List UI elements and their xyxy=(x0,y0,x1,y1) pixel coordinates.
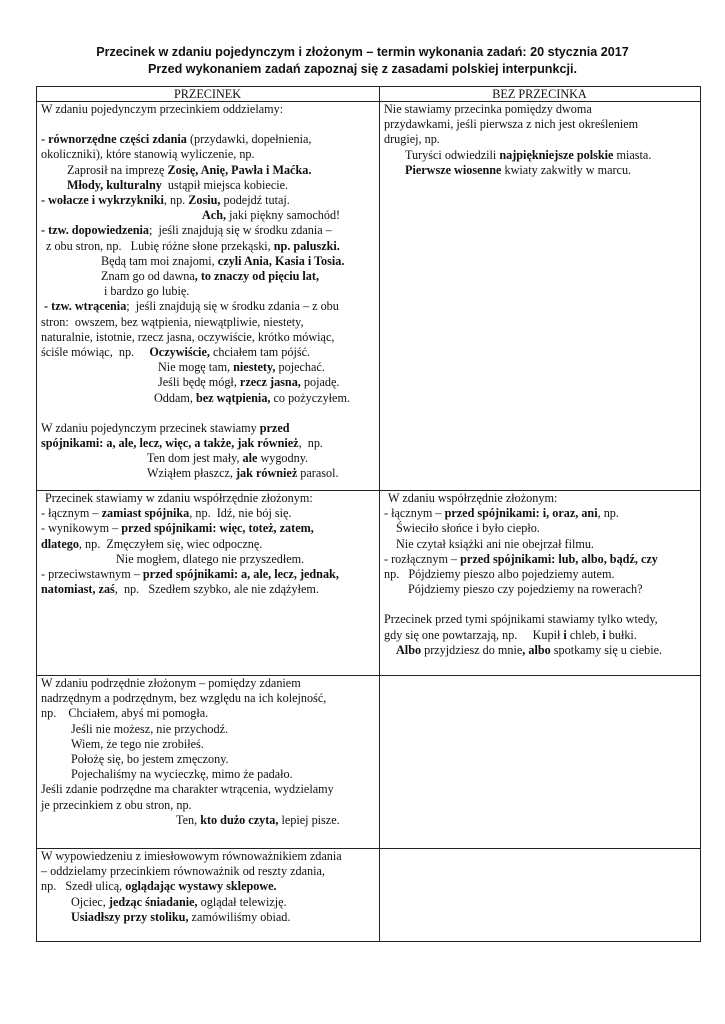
text-line xyxy=(384,132,695,147)
text-line xyxy=(41,360,374,375)
text-run: Zaprosił na imprezę xyxy=(67,162,168,177)
text-run: Oddam, xyxy=(154,390,196,405)
text-run: ustąpił miejsca kobiecie. xyxy=(161,177,289,192)
text-line xyxy=(41,391,374,406)
text-line xyxy=(41,752,374,767)
text-run: Jeśli zdanie podrzędne ma charakter wtrącenia, wydzielamy xyxy=(41,782,334,797)
text-run: np. Szedł ulicą, xyxy=(41,879,126,894)
text-line xyxy=(41,466,374,481)
text-run: wygodny. xyxy=(257,451,309,466)
text-run: pojadę. xyxy=(300,375,340,390)
cell-empty xyxy=(380,849,701,942)
text-line xyxy=(41,436,374,451)
text-line xyxy=(41,782,374,797)
bold-text: przed spójnikami: lub, albo, bądź, czy xyxy=(460,551,658,566)
text-run: Położę się, bo jestem zmęczony. xyxy=(71,752,229,767)
text-line xyxy=(384,148,695,163)
text-run: naturalnie, istotnie, rzecz jasna, oczywiście, krótko mówiąc, xyxy=(41,329,335,344)
text-line xyxy=(41,676,374,691)
text-line xyxy=(384,628,695,643)
text-run: – oddzielamy przecinkiem równoważnik od reszty zdania, xyxy=(41,864,325,879)
text-run: ściśle mówiąc, np. xyxy=(41,345,150,360)
text-run: i bardzo go lubię. xyxy=(104,284,190,299)
bold-text: spójnikami: a, ale, lecz, więc, a także, jak również xyxy=(41,436,299,451)
table-row xyxy=(37,102,701,491)
blank-line xyxy=(41,406,374,421)
text-line xyxy=(41,552,374,567)
bold-text: oglądając wystawy sklepowe. xyxy=(125,879,277,894)
text-run: parasol. xyxy=(297,466,339,481)
text-run: Nie mogę tam, xyxy=(158,360,234,375)
bold-text: , albo xyxy=(522,642,551,657)
bold-text: Zosiu, xyxy=(188,193,221,208)
text-line xyxy=(41,767,374,782)
bold-text: natomiast, zaś xyxy=(41,582,115,597)
text-line xyxy=(41,706,374,721)
column-header-comma: PRZECINEK xyxy=(37,87,380,102)
text-run: Turyści odwiedzili xyxy=(405,147,500,162)
blank-line xyxy=(41,117,374,132)
text-run: chciałem tam pójść. xyxy=(209,345,311,360)
text-run: ; jeśli znajdują się w środku zdania – xyxy=(149,223,332,238)
text-run: Nie stawiamy przecinka pomiędzy dwoma xyxy=(384,102,592,116)
text-run: , np. Szedłem szybko, ale nie zdążyłem. xyxy=(114,582,319,597)
text-run: W wypowiedzeniu z imiesłowowym równoważnikiem zdania xyxy=(41,849,342,863)
text-line xyxy=(41,269,374,284)
text-run: W zdaniu pojedynczym przecinek stawiamy xyxy=(41,420,260,435)
bold-text: Usiadłszy przy stoliku, xyxy=(71,909,189,924)
text-run: je przecinkiem z obu stron, np. xyxy=(41,797,192,812)
bold-text: - tzw. wtrącenia xyxy=(41,299,127,314)
text-run: przydawkami, jeśli pierwsza z nich jest określeniem xyxy=(384,117,639,132)
text-line xyxy=(41,299,374,314)
text-run: Jeśli nie możesz, nie przychodź. xyxy=(71,721,229,736)
bold-text: zamiast spójnika xyxy=(101,506,190,521)
text-run: Przecinek przed tymi spójnikami stawiamy tylko wtedy, xyxy=(384,612,658,627)
text-line xyxy=(384,506,695,521)
text-run: - łącznym – xyxy=(41,506,102,521)
text-line xyxy=(384,612,695,627)
text-run: W zdaniu podrzędnie złożonym – pomiędzy zdaniem xyxy=(41,676,301,690)
cell-empty xyxy=(380,676,701,849)
text-run: podejdź tutaj. xyxy=(220,193,290,208)
table-row xyxy=(37,676,701,849)
title-line-1: Przecinek w zdaniu pojedynczym i złożonym – termin wykonania zadań: 20 stycznia 2017 xyxy=(96,45,629,59)
bold-text: dlatego xyxy=(41,536,79,551)
text-run: Ten dom jest mały, xyxy=(147,451,243,466)
text-run: Nie czytał książki ani nie obejrzał filmu. xyxy=(396,536,594,551)
text-line xyxy=(384,567,695,582)
text-run: - rozłącznym – xyxy=(384,551,461,566)
text-line xyxy=(41,375,374,390)
bold-text: - równorzędne części zdania xyxy=(41,132,187,147)
blank-line xyxy=(384,597,695,612)
text-run: gdy się one powtarzają, np. Kupił xyxy=(384,627,564,642)
text-line xyxy=(41,315,374,330)
text-line xyxy=(41,521,374,536)
text-line xyxy=(41,284,374,299)
text-run: - przeciwstawnym – xyxy=(41,567,143,582)
text-run: zamówiliśmy obiad. xyxy=(188,909,291,924)
title-line-2: Przed wykonaniem zadań zapoznaj się z zasadami polskiej interpunkcji. xyxy=(147,62,578,76)
cell-no-comma-coordinate-sentence xyxy=(380,491,701,676)
bold-text: niestety, xyxy=(233,360,276,375)
text-line xyxy=(41,193,374,208)
text-run: miasta. xyxy=(613,147,652,162)
text-run: Wiem, że tego nie zrobiłeś. xyxy=(71,736,204,751)
text-run: stron: owszem, bez wątpienia, niewątpliwie, niestety, xyxy=(41,314,304,329)
text-line xyxy=(41,163,374,178)
table-row xyxy=(37,491,701,676)
bold-text: ale xyxy=(242,451,258,466)
header-row xyxy=(37,87,701,102)
text-line xyxy=(384,552,695,567)
text-line xyxy=(41,178,374,193)
bold-text: , to znaczy od pięciu lat, xyxy=(194,269,319,284)
bold-text: - tzw. dopowiedzenia xyxy=(41,223,149,238)
text-run: np. Pójdziemy pieszo albo pojedziemy autem. xyxy=(384,567,615,582)
text-run: Świeciło słońce i było ciepło. xyxy=(396,521,540,536)
text-run: spotkamy się u ciebie. xyxy=(550,642,663,657)
text-run: - wynikowym – xyxy=(41,521,122,536)
text-run: Ten, xyxy=(176,812,201,827)
text-run: - łącznym – xyxy=(384,506,445,521)
bold-text: bez wątpienia, xyxy=(195,390,271,405)
text-run: W zdaniu współrzędnie złożonym: xyxy=(388,491,558,505)
text-line xyxy=(384,491,695,506)
bold-text: Młody, kulturalny xyxy=(67,177,162,192)
text-line xyxy=(41,421,374,436)
bold-text: Ach, xyxy=(202,208,227,223)
text-run: np. Chciałem, abyś mi pomogła. xyxy=(41,706,209,721)
text-line xyxy=(41,798,374,813)
text-run: z obu stron, np. Lubię różne słone przekąski, xyxy=(46,238,274,253)
bold-text: Pierwsze wiosenne xyxy=(405,162,502,177)
text-line xyxy=(41,223,374,238)
text-run: Znam go od dawna xyxy=(101,269,195,284)
text-line xyxy=(41,208,374,223)
text-run: Pojechaliśmy na wycieczkę, mimo że padało. xyxy=(71,767,293,782)
text-line xyxy=(41,864,374,879)
text-line xyxy=(384,117,695,132)
text-run: Jeśli będę mógł, xyxy=(158,375,240,390)
punctuation-rules-table xyxy=(36,86,701,942)
bold-text: - wołacze i wykrzykniki xyxy=(41,193,164,208)
bold-text: czyli Ania, Kasia i Tosia. xyxy=(217,253,345,268)
bold-text: jedząc śniadanie, xyxy=(108,894,198,909)
bold-text: Albo xyxy=(396,642,422,657)
bold-text: jak również xyxy=(235,466,298,481)
text-line xyxy=(41,239,374,254)
bold-text: kto dużo czyta, xyxy=(200,812,279,827)
text-line xyxy=(384,537,695,552)
text-line xyxy=(41,330,374,345)
text-run: Ojciec, xyxy=(71,894,109,909)
text-run: drugiej, np. xyxy=(384,132,440,147)
bold-text: najpiękniejsze polskie xyxy=(499,147,614,162)
text-run: chleb, xyxy=(566,627,603,642)
text-line xyxy=(41,254,374,269)
bold-text: np. paluszki. xyxy=(273,238,340,253)
text-run: nadrzędnym a podrzędnym, bez względu na ich kolejność, xyxy=(41,691,327,706)
bold-text: rzecz jasna, xyxy=(239,375,301,390)
bold-text: przed xyxy=(259,420,290,435)
cell-comma-simple-sentence xyxy=(37,102,380,491)
text-line xyxy=(41,345,374,360)
text-line xyxy=(41,147,374,162)
text-run: okoliczniki), które stanowią wyliczenie, np. xyxy=(41,147,255,162)
text-run: oglądał telewizję. xyxy=(197,894,287,909)
text-run: , np. Zmęczyłem się, wiec odpocznę. xyxy=(78,536,263,551)
text-line xyxy=(384,102,695,117)
text-run: (przydawki, dopełnienia, xyxy=(186,132,312,147)
text-run: Wziąłem płaszcz, xyxy=(147,466,236,481)
cell-comma-participle-clause xyxy=(37,849,380,942)
text-run: ; jeśli znajdują się w środku zdania – z obu xyxy=(126,299,339,314)
text-line xyxy=(41,582,374,597)
text-run: co pożyczyłem. xyxy=(270,390,350,405)
cell-comma-subordinate-sentence xyxy=(37,676,380,849)
text-run: Przecinek stawiamy w zdaniu współrzędnie złożonym: xyxy=(45,491,313,505)
text-run: jaki piękny samochód! xyxy=(226,208,341,223)
text-run: przyjdziesz do mnie xyxy=(421,642,523,657)
column-header-no-comma: BEZ PRZECINKA xyxy=(380,87,701,102)
text-line xyxy=(41,813,374,828)
text-line xyxy=(41,102,374,117)
text-line xyxy=(41,737,374,752)
text-line xyxy=(41,537,374,552)
text-line xyxy=(384,643,695,658)
text-line xyxy=(41,691,374,706)
text-line xyxy=(41,132,374,147)
text-line xyxy=(41,910,374,925)
text-run: , np. xyxy=(163,193,189,208)
text-run: , np. xyxy=(298,436,323,451)
text-run: pojechać. xyxy=(275,360,325,375)
text-line xyxy=(41,567,374,582)
text-run: lepiej pisze. xyxy=(278,812,340,827)
text-line xyxy=(41,722,374,737)
text-run: , np. xyxy=(597,506,619,521)
table-row xyxy=(37,849,701,942)
bold-text: przed spójnikami: i, oraz, ani xyxy=(444,506,598,521)
text-run: Będą tam moi znajomi, xyxy=(101,253,218,268)
text-run: , np. Idź, nie bój się. xyxy=(189,506,292,521)
bold-text: i xyxy=(563,627,567,642)
text-line xyxy=(41,849,374,864)
bold-text: Zosię, Anię, Pawła i Maćka. xyxy=(167,162,312,177)
cell-comma-coordinate-sentence xyxy=(37,491,380,676)
text-line xyxy=(384,582,695,597)
text-line xyxy=(384,521,695,536)
text-run: bułki. xyxy=(605,627,637,642)
bold-text: Oczywiście, xyxy=(149,345,210,360)
text-line xyxy=(41,506,374,521)
bold-text: przed spójnikami: więc, toteż, zatem, xyxy=(121,521,314,536)
bold-text: przed spójnikami: a, ale, lecz, jednak, xyxy=(142,567,339,582)
text-line xyxy=(41,451,374,466)
text-run: Pójdziemy pieszo czy pojedziemy na rowerach? xyxy=(408,582,643,597)
document-title xyxy=(20,44,705,78)
text-line xyxy=(41,895,374,910)
text-run: kwiaty zakwitły w marcu. xyxy=(501,162,632,177)
text-run: Nie mogłem, dlatego nie przyszedłem. xyxy=(116,551,305,566)
cell-no-comma-adjectives xyxy=(380,102,701,491)
text-run: W zdaniu pojedynczym przecinkiem oddzielamy: xyxy=(41,102,284,116)
text-line xyxy=(384,163,695,178)
text-line xyxy=(41,491,374,506)
bold-text: i xyxy=(602,627,606,642)
text-line xyxy=(41,879,374,894)
